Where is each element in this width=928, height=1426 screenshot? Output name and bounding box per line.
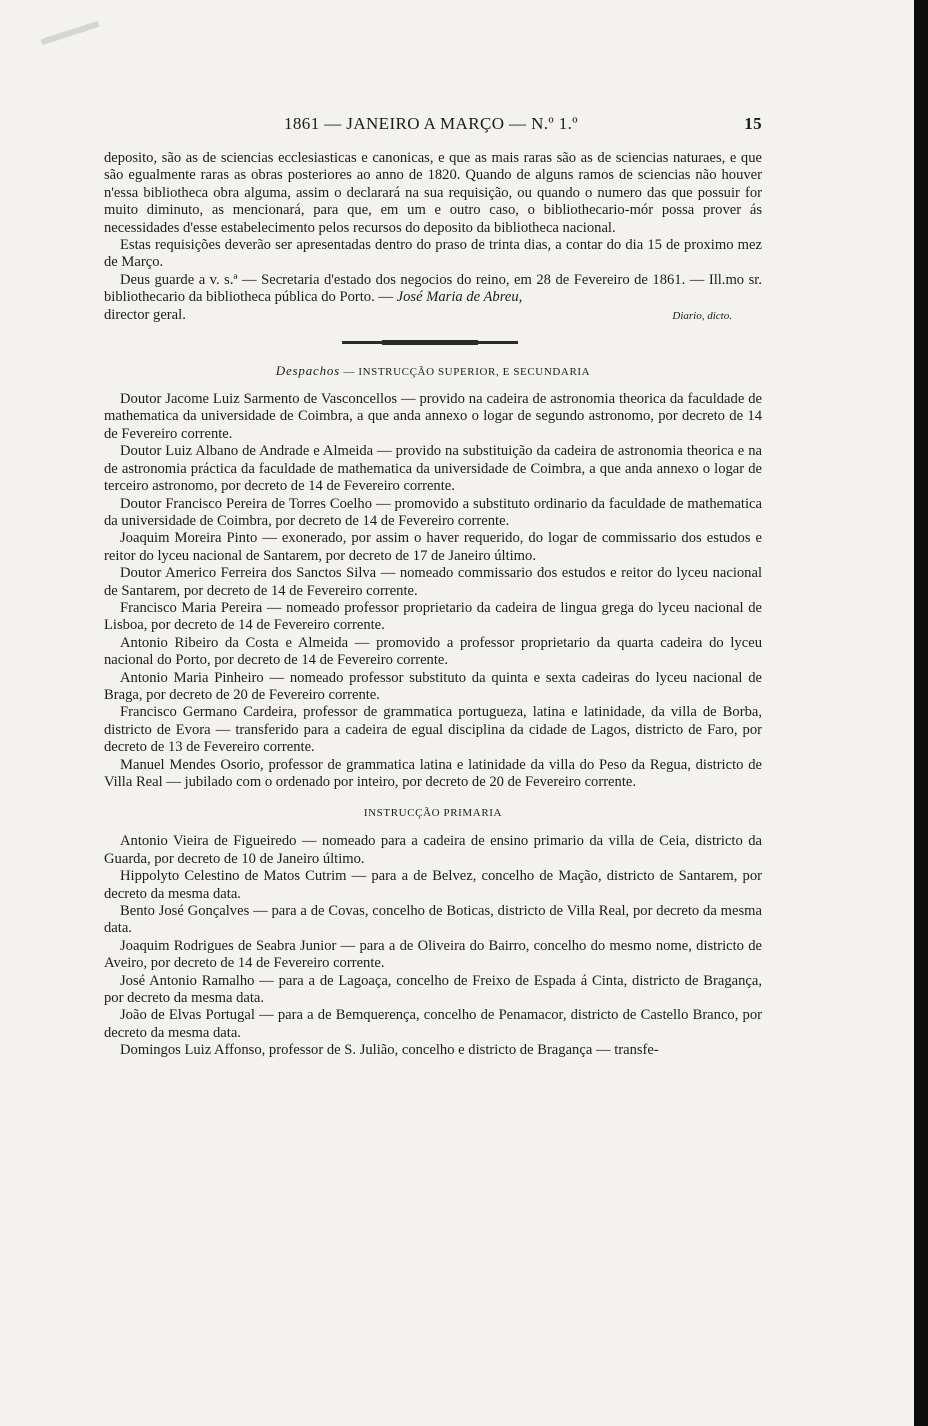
- divider-rule: [342, 341, 518, 344]
- section-heading-rest: — INSTRUCÇÃO SUPERIOR, E SECUNDARIA: [340, 366, 591, 379]
- signature-row: [104, 307, 762, 325]
- signature: José Maria de Abreu,: [396, 289, 523, 306]
- director-title: director geral.: [104, 306, 186, 323]
- intro-paragraph-3: [104, 272, 762, 307]
- running-header: [104, 114, 762, 140]
- decree-entry: Antonio Vieira de Figueiredo — nomeado para a cadeira de ensino primario da villa de Ceia, districto da Guarda, por decreto de 10 de Janeiro último.: [104, 833, 762, 867]
- decree-entry: Hippolyto Celestino de Matos Cutrim — para a de Belvez, concelho de Mação, districto de Santarem, por decreto da mesma data.: [104, 868, 762, 902]
- intro-paragraph-2: Estas requisições deverão ser apresentadas dentro do praso de trinta dias, a contar do dia 15 de proximo mez de Março.: [104, 237, 762, 271]
- decree-entry: Joaquim Moreira Pinto — exonerado, por assim o haver requerido, do logar de commissario dos estudos e reitor do lyceu nacional de Santarem, por decreto de 17 de Janeiro último.: [104, 530, 762, 564]
- page-body: [104, 150, 762, 1060]
- decree-entry: João de Elvas Portugal — para a de Bemquerença, concelho de Penamacor, districto de Castello Branco, por decreto da mesma data.: [104, 1007, 762, 1041]
- section-primaria-entries: [104, 833, 762, 1059]
- decree-entry: Francisco Maria Pereira — nomeado professor proprietario da cadeira de lingua grega do lyceu nacional de Lisboa, por decreto de 14 de Fevereiro corrente.: [104, 599, 762, 634]
- scan-edge: [914, 0, 928, 1426]
- divider: [104, 325, 762, 355]
- section-heading-primaria: [104, 803, 762, 823]
- section-heading-primaria-text: INSTRUCÇÃO PRIMARIA: [363, 807, 503, 820]
- scan-smudge: [41, 21, 100, 45]
- page-number: 15: [744, 114, 762, 133]
- decree-entry: Antonio Maria Pinheiro — nomeado professor substituto da quinta e sexta cadeiras do lyceu nacional de Braga, por decreto de 20 de Fevereiro corrente.: [104, 669, 762, 703]
- decree-entry: Doutor Americo Ferreira dos Sanctos Silva — nomeado commissario dos estudos e reitor do lyceu nacional de Santarem, por decreto de 14 de Fevereiro corrente.: [104, 565, 762, 599]
- decree-entry: Bento José Gonçalves — para a de Covas, concelho de Boticas, districto de Villa Real, por decreto da mesma data.: [104, 903, 762, 937]
- decree-entry: Doutor Jacome Luiz Sarmento de Vasconcellos — provido na cadeira de astronomia theorica da faculdade de mathematica da universidade de Coimbra, a que anda annexo o logar de segundo astronomo, por decreto de 14 de Fevereiro corrente.: [104, 391, 762, 442]
- decree-entry: Domingos Luiz Affonso, professor de S. Julião, concelho e districto de Bragança — transfe-: [120, 1042, 659, 1059]
- decree-entry: Joaquim Rodrigues de Seabra Junior — para a de Oliveira do Bairro, concelho do mesmo nome, districto de Aveiro, por decreto de 14 de Fevereiro corrente.: [104, 937, 762, 972]
- decree-entry: Francisco Germano Cardeira, professor de grammatica portugueza, latina e latinidade, da villa de Borba, districto de Evora — transferido para a cadeira de egual disciplina da cidade de Lagos, districto de Faro, por decreto de 13 de Fevereiro corrente.: [104, 704, 762, 756]
- intro-paragraph-1: deposito, são as de sciencias ecclesiasticas e canonicas, e que as mais raras são as de sciencias naturaes, e que são egualmente raras as obras posteriores ao anno de 1820. Quando de alguns ramos de sciencias não houver n'essa bibliotheca obra alguma, assim o declarará na sua requisição, ou quando o numero das que possuir for muito diminuto, as mencionará, para que, em um e outro caso, o bibliothecario-mór possa prover ás necessidades d'esse estabelecimento pelos recursos do deposito da bibliotheca nacional.: [104, 150, 762, 236]
- header-title: 1861 — JANEIRO A MARÇO — N.º 1.º: [284, 114, 578, 133]
- decree-entry: Manuel Mendes Osorio, professor de grammatica latina e latinidade da villa do Peso da Regua, districto de Villa Real — jubilado com o ordenado por inteiro, por decreto de 20 de Fevereiro corrente.: [104, 756, 762, 790]
- section-heading-superior: [104, 361, 762, 381]
- decree-entry: Doutor Luiz Albano de Andrade e Almeida — provido na substituição da cadeira de astronomia theorica e na de astronomia práctica da faculdade de mathematica da universidade de Coimbra, a que anda annexo o logar de terceiro astronomo, por decreto de 14 de Fevereiro corrente.: [104, 443, 762, 495]
- decree-entry: Antonio Ribeiro da Costa e Almeida — promovido a professor proprietario da quarta cadeira do lyceu nacional do Porto, por decreto de 14 de Fevereiro corrente.: [104, 634, 762, 669]
- section-heading-italic: Despachos: [275, 363, 341, 379]
- closing-text: Deus guarde a v. s.ª — Secretaria d'estado dos negocios do reino, em 28 de Fevereiro de 1861. — Ill.mo sr. bibliothecario da bibliotheca pública do Porto. —: [104, 271, 762, 306]
- decree-entry: José Antonio Ramalho — para a de Lagoaça, concelho de Freixo de Espada á Cinta, districto de Bragança, por decreto da mesma data.: [104, 972, 762, 1007]
- source-citation: Diario, dicto.: [672, 309, 732, 322]
- section-superior-entries: [104, 391, 762, 791]
- decree-entry: Doutor Francisco Pereira de Torres Coelho — promovido a substituto ordinario da faculdade de mathematica da universidade de Coimbra, por decreto de 14 de Fevereiro corrente.: [104, 495, 762, 529]
